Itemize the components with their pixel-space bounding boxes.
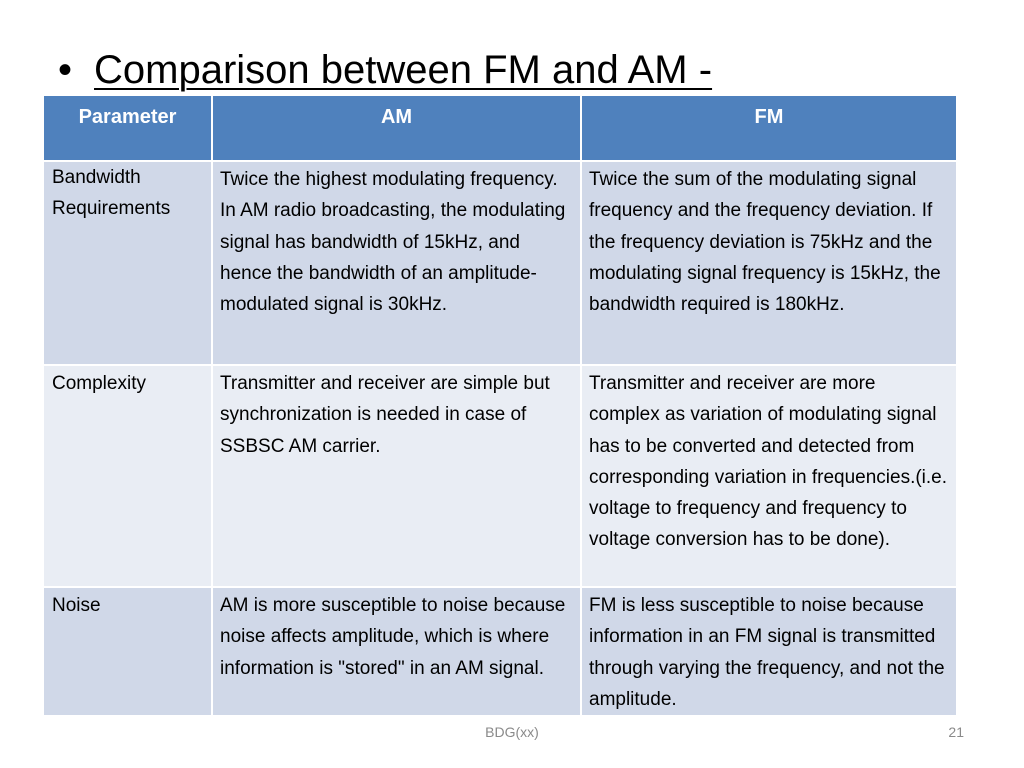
cell-fm-bandwidth: Twice the sum of the modulating signal frequency and the frequency deviation. If the frequency deviation is 75kHz and the modulating signal frequency is 15kHz, the bandwidth required is 180kHz. [581,161,957,365]
cell-parameter-complexity: Complexity [43,365,212,587]
comparison-table [42,94,958,717]
header-fm: FM [581,95,957,161]
cell-am-bandwidth: Twice the highest modulating frequency. In AM radio broadcasting, the modulating signal has bandwidth of 15kHz, and hence the bandwidth of an amplitude-modulated signal is 30kHz. [212,161,581,365]
slide-footer: BDG(xx) [485,724,539,740]
table-header-row [43,95,957,161]
cell-fm-noise: FM is less susceptible to noise because information in an FM signal is transmitted through varying the frequency, and not the amplitude. [581,587,957,716]
table-row-bandwidth [43,161,957,365]
header-am: AM [212,95,581,161]
header-parameter: Parameter [43,95,212,161]
bullet-point: • [58,48,73,92]
cell-am-noise: AM is more susceptible to noise because noise affects amplitude, which is where information is "stored" in an AM signal. [212,587,581,716]
slide-page-number: 21 [948,724,964,740]
cell-parameter-bandwidth: Bandwidth Requirements [43,161,212,365]
slide-title-area [58,44,712,96]
table-row-complexity [43,365,957,587]
cell-parameter-noise: Noise [43,587,212,716]
cell-fm-complexity: Transmitter and receiver are more complex as variation of modulating signal has to be converted and detected from corresponding variation in frequencies.(i.e. voltage to frequency and frequency to voltage conversion has to be done). [581,365,957,587]
cell-am-complexity: Transmitter and receiver are simple but synchronization is needed in case of SSBSC AM carrier. [212,365,581,587]
table-row-noise [43,587,957,716]
slide-title: Comparison between FM and AM - [94,47,713,92]
